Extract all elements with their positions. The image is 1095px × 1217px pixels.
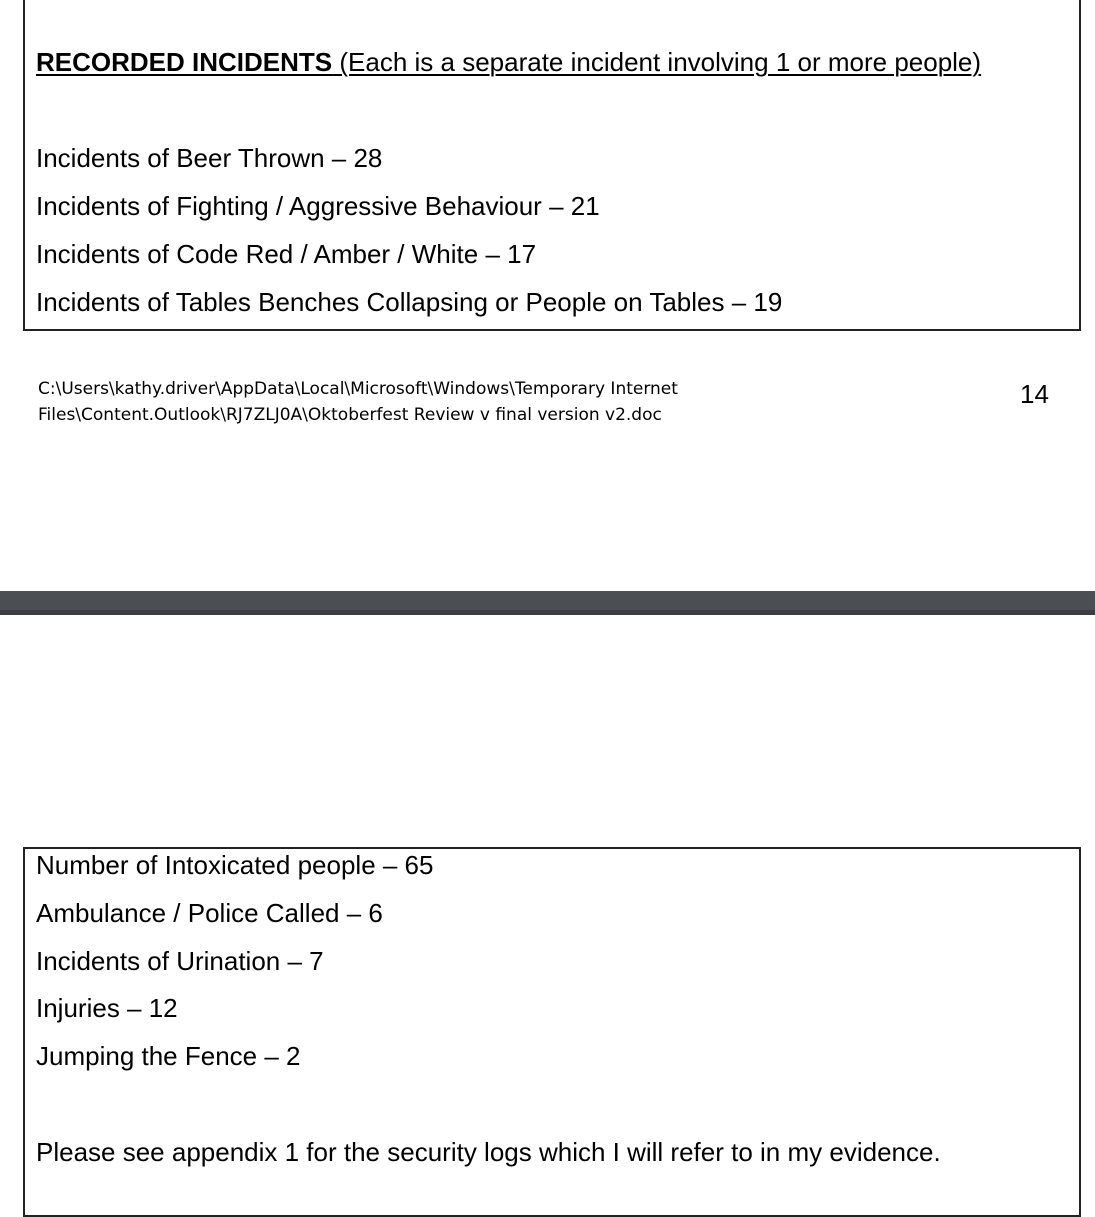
incident-item-jumping-fence: Jumping the Fence – 2	[36, 1041, 301, 1071]
heading-bold-text: RECORDED INCIDENTS	[36, 47, 333, 77]
footer-path-line-2: Files\Content.Outlook\RJ7ZLJ0A\Oktoberfest Review v final version v2.doc	[38, 405, 662, 425]
incident-item-injuries: Injuries – 12	[36, 993, 178, 1023]
page-separator	[0, 591, 1095, 615]
incident-item-intoxicated: Number of Intoxicated people – 65	[36, 850, 434, 880]
footer-file-path	[38, 376, 678, 428]
incident-item-tables-collapsing: Incidents of Tables Benches Collapsing or People on Tables – 19	[36, 287, 783, 317]
recorded-incidents-heading	[36, 47, 981, 78]
appendix-note: Please see appendix 1 for the security logs which I will refer to in my evidence.	[36, 1137, 941, 1167]
incident-item-urination: Incidents of Urination – 7	[36, 946, 324, 976]
page-number: 14	[1020, 379, 1049, 409]
heading-subtitle-text: (Each is a separate incident involving 1 or more people)	[332, 47, 982, 77]
incident-item-code-red: Incidents of Code Red / Amber / White – 17	[36, 239, 537, 269]
incident-item-beer-thrown: Incidents of Beer Thrown – 28	[36, 143, 383, 173]
incident-item-ambulance-police: Ambulance / Police Called – 6	[36, 898, 383, 928]
footer-path-line-1: C:\Users\kathy.driver\AppData\Local\Microsoft\Windows\Temporary Internet	[38, 379, 678, 399]
incident-item-fighting: Incidents of Fighting / Aggressive Behaviour – 21	[36, 191, 600, 221]
